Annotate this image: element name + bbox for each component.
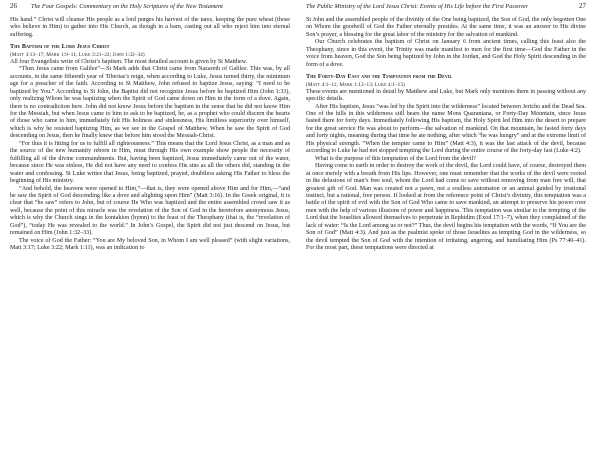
paragraph: Our Church celebrates the baptism of Christ on January 6 from ancient times, calling this feast also the Theophany, since in this event, the Trinity was made manifest to men for the first time—God the Father in the voice from heaven, God the Son being baptized by John in the Jordan, and God the Holy Spirit descending in the form of a dove. xyxy=(306,39,586,68)
running-head-right xyxy=(306,2,586,16)
paragraph: His hand.” Christ will cleanse His people as a lord purges his harvest of the tares, keeping the pure wheat (those who believe in Him) to gather into His Church, as though in a barn, casting out all who reject him into eternal suffering. xyxy=(10,17,290,38)
page-body xyxy=(306,17,586,253)
paragraph: All four Evangelists write of Christ’s baptism. The most detailed account is given by St Matthew. xyxy=(10,58,248,65)
page-number: 27 xyxy=(579,2,586,10)
running-head-left xyxy=(10,2,290,16)
running-head-title: The Four Gospels: Commentary on the Holy Scriptures of the New Testament xyxy=(31,3,223,10)
page-body xyxy=(10,17,290,253)
page-number: 26 xyxy=(10,2,17,10)
left-page xyxy=(10,0,290,457)
section-references: (Matt 4:1–11; Mark 1:12–13; Luke 4:1–13) xyxy=(306,81,405,88)
paragraph: These events are mentioned in detail by Matthew and Luke, but Mark only mentions them in passing without any specific details. xyxy=(306,88,586,103)
right-page xyxy=(306,0,586,457)
running-head-title: The Public Ministry of the Lord Jesus Christ: Events of His Life before the First Passover xyxy=(306,3,529,10)
paragraph: Having come to earth in order to destroy the work of the devil, the Lord could have, of course, destroyed them at once merely with a breath from His lips. However, one must remember that the works of the devil were rooted in the delusions of man’s free soul, whom the Lord had come to save without removing from man free will, that greatest gift of God. Man was created not a pawn, not a soulless automaton or an animal guided by irrational instinct, but a rational, free person. If looked at from the reference point of Christ’s divinity, this temptation was a battle of the spirit of evil with the Son of God Who came to save mankind, an attempt to preserve his power over men with the help of various illusions of power and happiness. This temptation was similar to the tempting of the Lord that the Israelites allowed themselves to perpetrate in Rephidim (Exod 17:1–7), when they complained of the lack of water: “Is the Lord among us or not?” Thus, the devil begins his temptation with the words, “If You are the Son of God” (Matt 4:3). And just as the psalmist spoke of those Israelites as tempting God in the wilderness, so the devil tempted the Son of God with the intention of irritating, angering, and humiliating Him (Ps 77:40–41). For the most part, these temptations were directed at xyxy=(306,163,586,252)
section-references: (Matt 3:13–17; Mark 1:9–11; Luke 3:21–22; John 1:32–34) xyxy=(10,51,145,58)
paragraph: After His baptism, Jesus “was led by the Spirit into the wilderness” located between Jericho and the Dead Sea. One of the hills in this wilderness still bears the name Mons Quarantana, or Forty-Day Mountain, since Jesus fasted there for forty days. Immediately following His baptism, the Holy Spirit led Him into the desert to prepare for the great service He was about to perform—the salvation of mankind. On that mountain, he fasted forty days and forty nights, meaning during that time he ate nothing, after which “he was hungry” and at the extreme limit of His physical strength. “When the tempter came to Him” (Matt 4:3), it was the last attack of the devil, because according to Luke he had not stopped tempting the Lord during the entire course of the forty-day fast (Luke 4:2). xyxy=(306,103,586,155)
paragraph: St John and the assembled people of the divinity of the One being baptized, the Son of God, the only begotten One on Whom the goodwill of God the Father eternally presides. At the same time, it was an answer to His divine Son’s prayer, a blessing for the great labor of the ministry for the salvation of mankind. xyxy=(306,17,586,38)
paragraph: “Then Jesus came from Galilee”—St Mark adds that Christ came from Nazareth of Galilee. This was, by all accounts, in the same fifteenth year of Tiberias’s reign, when according to Luke, Jesus turned thirty, the minimum age for a preacher of the faith. According to St Matthew, John refused to baptize Jesus, saying: “I need to be baptized by You.” According to St John, the Baptist did not recognize Jesus before he baptized Him (John 1:33), only realizing Whom he was baptizing when the Spirit of God came down on Him in the form of a dove. Again, there is no contradiction here. John did not know Jesus before the baptism in the sense that he did not know Him for the Messiah, but when Jesus came to him to ask to be baptized, he, as a prophet who could discern the hearts of those who came to him, immediately felt His holiness and sinlessness, His limitless superiority over himself, which is why he resisted baptizing Him, as we see in the Gospel of Matthew. When he saw the Spirit of God descending on Jesus, then he finally knew that before him stood the Messiah-Christ. xyxy=(10,66,290,140)
paragraph: What is the purpose of this temptation of the Lord from the devil? xyxy=(315,155,476,162)
paragraph: The voice of God the Father: “You are My beloved Son, in Whom I am well pleased” (with slight variations, Matt 3:17; Luke 3:22; Mark 1:11), was an indication to xyxy=(10,237,290,252)
paragraph: “For thus it is fitting for us to fulfill all righteousness.” This means that the Lord Jesus Christ, as a man and as the source of the new humanity reborn in Him, must through His own example show people the necessity of fulfilling all of the divine commandments. But, having been baptized, Jesus immediately came out of the water, because since He was sinless, He did not have any need to confess His sins as all the others did, standing in the water and confessing. St Luke writes that Jesus, being baptized, prayed, doubtless asking His Father to bless the beginning of His ministry. xyxy=(10,140,290,185)
paragraph: “And behold, the heavens were opened to Him,”—that is, they were opened above Him and for Him,—“and he saw the Spirit of God descending like a dove and alighting upon Him” (Matt 3:16). In the Greek original, it is clear that “he saw” refers to John, but of course He Who was baptized and the entire assembled crowd saw it as well, because the point of this miracle was the revelation of the Son of God in the heretofore anonymous Jesus, which is why the Church sings in the kontakion (hymn) to the feast of the Theophany (that is, the “revelation of God”), “today He was revealed to the world.” In John’s Gospel, the Spirit did not just descend on Jesus, but remained on Him (John 1:32–33). xyxy=(10,185,290,237)
section-heading: The Forty-Day Fast and the Temptation from the Devil xyxy=(306,73,453,81)
section-heading: The Baptism of the Lord Jesus Christ xyxy=(10,43,110,51)
